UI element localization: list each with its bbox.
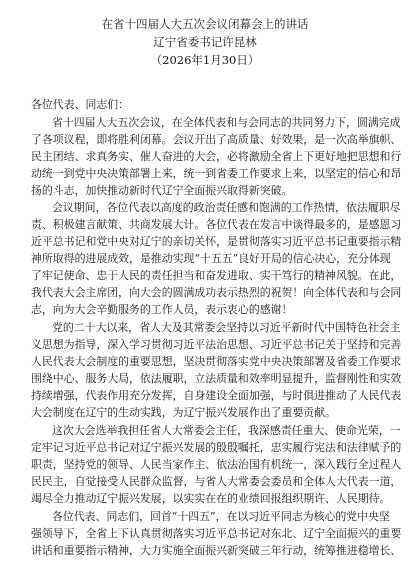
body-line: 扬的斗志，加快推动新时代辽宁全面振兴取得新突破。	[31, 184, 293, 197]
salutation: 各位代表、同志们：	[31, 98, 130, 111]
body-line: 这次大会选举我担任省人大常委会主任，我深感责任重大、使命光荣，一	[52, 424, 401, 437]
body-line: 义思想为指导，深入学习贯彻习近平法治思想、习近平总书记关于坚持和完善	[31, 338, 402, 351]
body-line: 志，向为大会辛勤服务的工作人员，表示衷心的感谢！	[31, 303, 293, 316]
body-line: 民主团结、求真务实、催人奋进的大会，必将激励全省上下更好地把思想和行	[31, 150, 402, 163]
body-line: 神所取得的进展成效，是推动实现“十五五”良好开局的信心决心，充分体现	[31, 252, 391, 265]
body-line: 竭尽全力推动辽宁振兴发展，以实实在在的业绩回报组织期许、人民期待。	[31, 492, 391, 505]
body-line: 责、积极建言献策、共商发展大计。各位代表在发言中谈得最多的，是感恩习	[31, 218, 402, 231]
body-line: 民民主，自觉接受人民群众监督，与省人大常委会委员和全体人大代表一道，	[31, 475, 402, 488]
speaker-line: 辽宁省委书记许昆林	[153, 35, 257, 49]
body-line: 持续增强，代表作用充分发挥，自身建设全面加强，与时俱进推动了人民代表	[31, 389, 402, 402]
body-line: 我代表大会主席团，向大会的圆满成功表示热烈的祝贺！向全体代表和与会同	[31, 286, 402, 299]
body-line: 各位代表、同志们，回首“十四五”，在以习近平同志为核心的党中央坚	[52, 510, 390, 523]
body-line: 党的二十大以来，省人大及其常委会坚持以习近平新时代中国特色社会主	[52, 321, 401, 334]
body-line: 定牢记习近平总书记对辽宁振兴发展的殷殷嘱托，忠实履行宪法和法律赋予的	[31, 441, 402, 454]
body-line: 强领导下，全省上下认真贯彻落实习近平总书记对东北、辽宁全面振兴的重要	[31, 527, 402, 540]
speech-title: 在省十四届人大五次会议闭幕会上的讲话	[101, 17, 309, 31]
body-line: 省十四届人大五次会议，在全体代表和与会同志的共同努力下，圆满完成	[52, 116, 401, 129]
body-line: 了牢记使命、忠于人民的责任担当和奋发进取、实干笃行的精神风貌。在此，	[31, 269, 402, 282]
body-line: 了各项议程，即将胜利闭幕。会议开出了高质量、好效果，是一次高举旗帜、	[31, 133, 402, 146]
body-line: 讲话和重要指示精神，大力实施全面振兴新突破三年行动，统筹推进稳增长、	[31, 544, 402, 557]
body-line: 人民代表大会制度的重要思想，坚决贯彻落实党中央决策部署及省委工作要求	[31, 355, 402, 368]
body-line: 近平总书记和党中央对辽宁的亲切关怀，是贯彻落实习近平总书记重要指示精	[31, 235, 402, 248]
speech-date: （2026年1月30日）	[150, 53, 260, 67]
body-line: 动统一到党中央决策部署上来，统一到省委工作要求上来，以坚定的信心和昂	[31, 167, 402, 180]
body-line: 职责，坚持党的领导、人民当家作主、依法治国有机统一，深入践行全过程人	[31, 458, 402, 471]
body-line: 会议期间，各位代表以高度的政治责任感和饱满的工作热情，依法履职尽	[52, 201, 401, 214]
body-line: 大会制度在辽宁的生动实践，为辽宁振兴发展作出了重要贡献。	[31, 406, 336, 419]
body-line: 围绕中心、服务大局，依法履职，立法质量和效率明显提升，监督刚性和实效	[31, 372, 402, 385]
